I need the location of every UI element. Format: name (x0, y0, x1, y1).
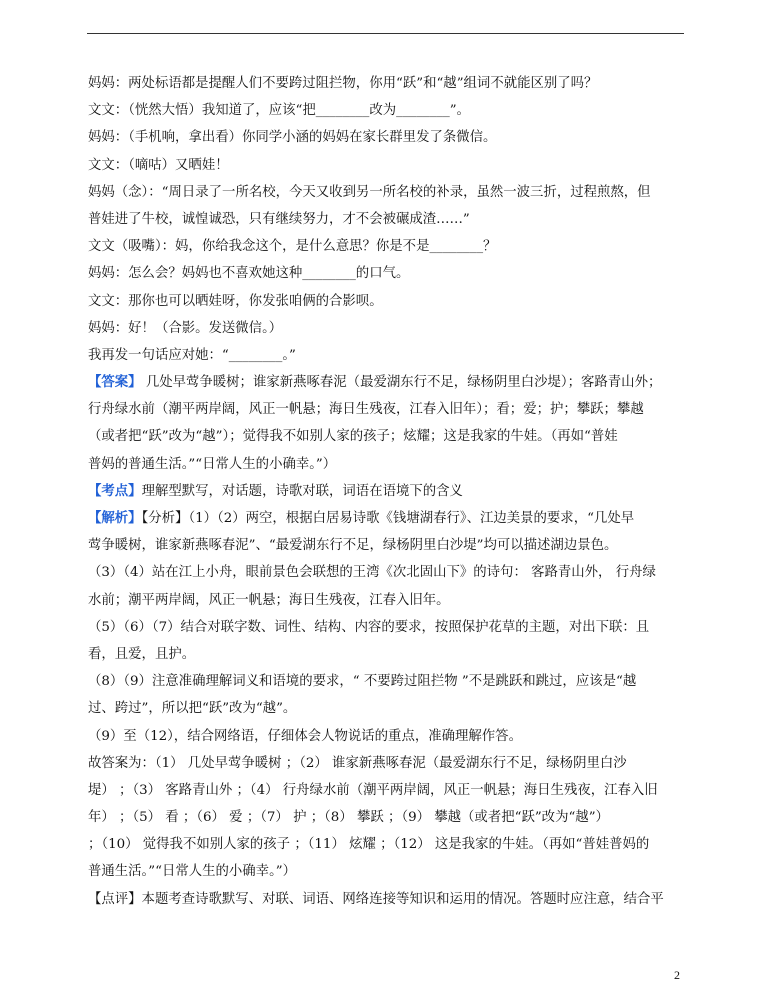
dialogue-line: 文文：那你也可以晒娃呀，你发张咱俩的合影呗。 (88, 293, 383, 309)
jiexi-line: 年） ；（5） 看 ；（6） 爱 ；（7） 护 ；（8） 攀跃 ；（9） 攀越（或者把“跃”改为“越”） (88, 810, 609, 826)
jiexi-text: 【分析】（1）（2）两空，根据白居易诗歌《钱塘湖春行》、江边美景的要求，“几处早 (141, 511, 635, 526)
answer-line: 普妈的普通生活。”“日常人生的小确幸。”） (88, 456, 337, 472)
jiexi-line (88, 505, 684, 532)
answer-line (88, 369, 684, 396)
header-rule (87, 33, 684, 34)
dialogue-line: 妈妈：怎么会？妈妈也不喜欢她这种________的口气。 (88, 266, 410, 282)
answer-text: 几处早莺争暖树；谁家新燕啄春泥（最爱湖东行不足，绿杨阴里白沙堤）；客路青山外； (141, 375, 662, 391)
page-number: 2 (674, 968, 680, 982)
jiexi-line: 看，且爱，且护。 (88, 646, 196, 662)
kaodian-line (88, 478, 684, 505)
jiexi-line: （5）（6）（7）结合对联字数、词性、结构、内容的要求，按照保护花草的主题，对出下联：且 (88, 619, 650, 635)
dialogue-line: 妈妈：（手机响，拿出看）你同学小涵的妈妈在家长群里发了条微信。 (88, 130, 497, 146)
jiexi-line: 故答案为：（1） 几处早莺争暖树 ；（2） 谁家新燕啄春泥（最爱湖东行不足，绿杨阴里白沙 (88, 755, 627, 771)
dialogue-line: 文文（吸嘴）：妈，你给我念这个，是什么意思？你是不是________？ (88, 239, 497, 255)
jiexi-line: 堤） ；（3） 客路青山外 ；（4） 行舟绿水前（潮平两岸阔，风正一帆悬；海日生残夜，江春入旧 (88, 782, 658, 798)
jiexi-line: （3）（4）站在江上小舟，眼前景色会联想的王湾《次北固山下》的诗句： 客路青山外， 行舟绿 (88, 565, 656, 581)
answer-line: 行舟绿水前（潮平两岸阔，风正一帆悬；海日生残夜，江春入旧年）；看；爱；护；攀跃；攀越 (88, 402, 644, 418)
jiexi-line: 【点评】本题考查诗歌默写、对联、词语、网络连接等知识和运用的情况。答题时应注意，结合平 (88, 891, 664, 907)
answer-tag: 【答案】 (88, 374, 142, 391)
jiexi-line: （9）至（12），结合网络语，仔细体会人物说话的重点，准确理解作答。 (88, 728, 522, 744)
dialogue-line: 普娃进了牛校，诚惶诚恐，只有继续努力，才不会被碾成渣……” (88, 211, 470, 227)
kaodian-text: 理解型默写，对话题，诗歌对联，词语在语境下的含义 (141, 483, 463, 499)
kaodian-tag: 【考点】 (88, 482, 142, 499)
dialogue-line: 我再发一句话应对她：“________。” (88, 347, 296, 363)
dialogue-line: 妈妈：好！（合影。发送微信。） (88, 320, 283, 336)
dialogue-line: 文文：（嘀咕）又晒娃！ (88, 157, 229, 173)
jiexi-line: （8）（9）注意准确理解词义和语境的要求，“ 不要跨过阻拦物 ”不是跳跃和跳过，应该是“越 (88, 674, 637, 690)
dialogue-line: 文文：（恍然大悟）我知道了，应该“把________改为________”。 (88, 103, 470, 119)
answer-line: （或者把“跃”改为“越”）；觉得我不如别人家的孩子；炫耀；这是我家的牛娃。（再如“普娃 (88, 429, 618, 445)
jiexi-line: ；（10） 觉得我不如别人家的孩子 ；（11） 炫耀 ；（12） 这是我家的牛娃。（再如“普娃普妈的 (88, 837, 650, 853)
dialogue-line: 妈妈：两处标语都是提醒人们不要跨过阻拦物，你用“跃”和“越”组词不就能区别了吗？ (88, 76, 598, 91)
jiexi-line: 过、跨过”，所以把“跃”改为“越”。 (88, 701, 297, 717)
jiexi-tag: 【解析】 (88, 510, 142, 526)
jiexi-line: 水前；潮平两岸阔，风正一帆悬；海日生残夜，江春入旧年。 (88, 592, 450, 608)
jiexi-line: 莺争暖树，谁家新燕啄春泥”、“最爱湖东行不足，绿杨阴里白沙堤”均可以描述湖边景色。 (88, 538, 618, 554)
dialogue-line: 妈妈（念）：“周日录了一所名校，今天又收到另一所名校的补录，虽然一波三折，过程煎熬，但 (88, 184, 651, 200)
page-content (88, 70, 684, 913)
jiexi-line: 普通生活。”“日常人生的小确幸。”） (88, 864, 296, 880)
